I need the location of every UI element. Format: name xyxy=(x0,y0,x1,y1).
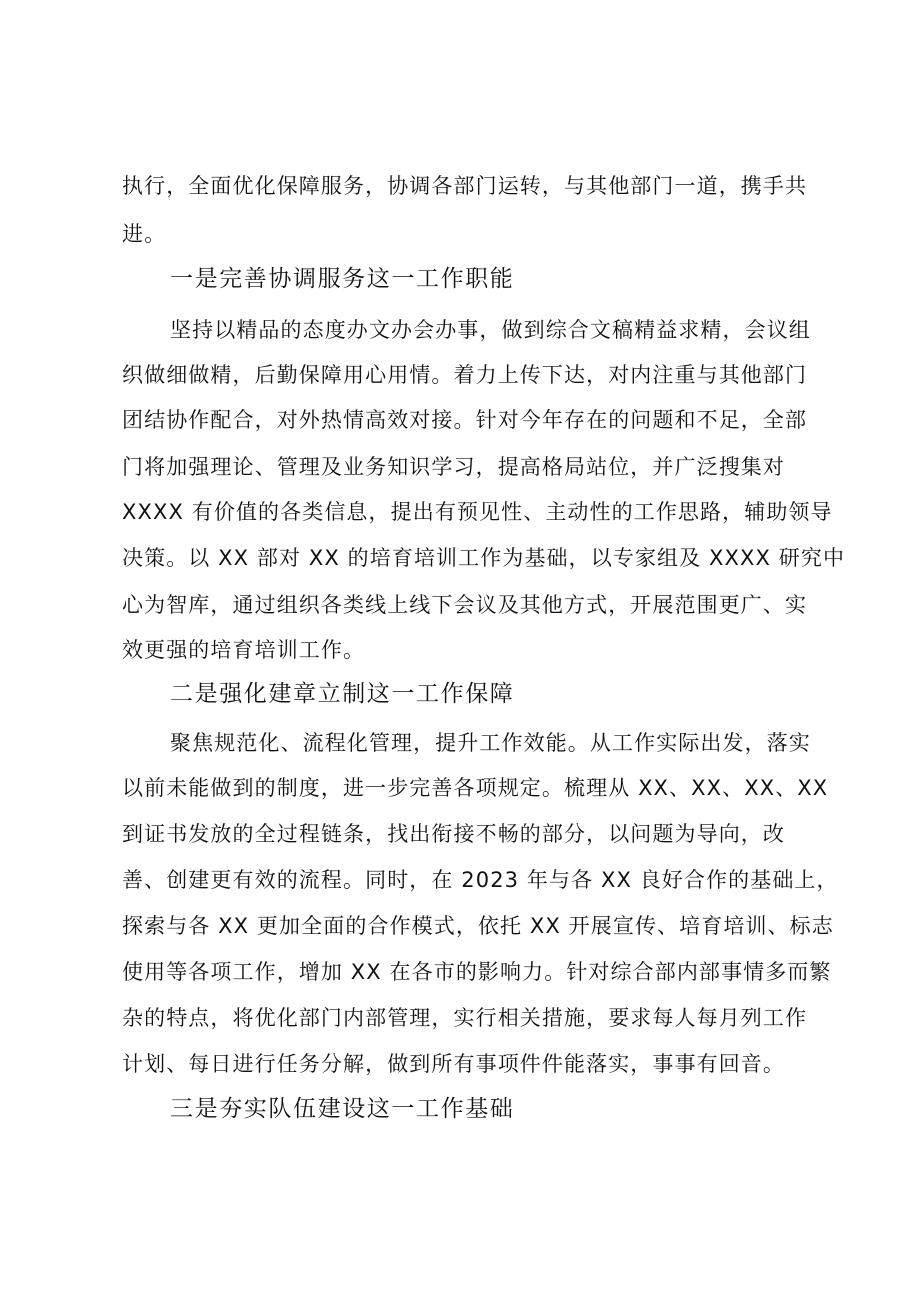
paragraph-line: 效更强的培育培训工作。 xyxy=(122,638,366,662)
section-heading-3: 三是夯实队伍建设这一工作基础 xyxy=(170,1096,515,1122)
paragraph-line: 坚持以精品的态度办文办会办事，做到综合文稿精益求精，会议组 xyxy=(170,318,811,342)
paragraph-line: 进。 xyxy=(122,222,167,246)
section-heading-1: 一是完善协调服务这一工作职能 xyxy=(170,266,515,292)
paragraph-line: 心为智库，通过组织各类线上线下会议及其他方式，开展范围更广、实 xyxy=(122,593,808,617)
paragraph-line: 杂的特点，将优化部门内部管理，实行相关措施，要求每人每月列工作 xyxy=(122,1006,808,1030)
paragraph-line: 门将加强理论、管理及业务知识学习，提高格局站位，并广泛搜集对 xyxy=(122,455,785,479)
section-heading-2: 二是强化建章立制这一工作保障 xyxy=(170,681,515,707)
paragraph-line: 计划、每日进行任务分解，做到所有事项件件能落实，事事有回音。 xyxy=(122,1052,785,1076)
paragraph-line: 到证书发放的全过程链条，找出衔接不畅的部分，以问题为导向，改 xyxy=(122,822,785,846)
paragraph-line: 决策。以 XX 部对 XX 的培育培训工作为基础，以专家组及 XXXX 研究中 xyxy=(122,546,846,570)
paragraph-line: 以前未能做到的制度，进一步完善各项规定。梳理从 XX、XX、XX、XX xyxy=(122,776,829,800)
paragraph-line: 执行，全面优化保障服务，协调各部门运转，与其他部门一道，携手共 xyxy=(122,174,808,198)
paragraph-line: 织做细做精，后勤保障用心用情。着力上传下达，对内注重与其他部门 xyxy=(122,363,808,387)
paragraph-line: XXXX 有价值的各类信息，提出有预见性、主动性的工作思路，辅助领导 xyxy=(122,500,833,524)
paragraph-line: 善、创建更有效的流程。同时，在 2023 年与各 XX 良好合作的基础上， xyxy=(122,868,839,892)
paragraph-line: 团结协作配合，对外热情高效对接。针对今年存在的问题和不足，全部 xyxy=(122,408,808,432)
paragraph-line: 使用等各项工作，增加 XX 在各市的影响力。针对综合部内部事情多而繁 xyxy=(122,960,832,984)
paragraph-line: 聚焦规范化、流程化管理，提升工作效能。从工作实际出发，落实 xyxy=(170,731,811,755)
paragraph-line: 探索与各 XX 更加全面的合作模式，依托 XX 开展宣传、培育培训、标志 xyxy=(122,914,834,938)
